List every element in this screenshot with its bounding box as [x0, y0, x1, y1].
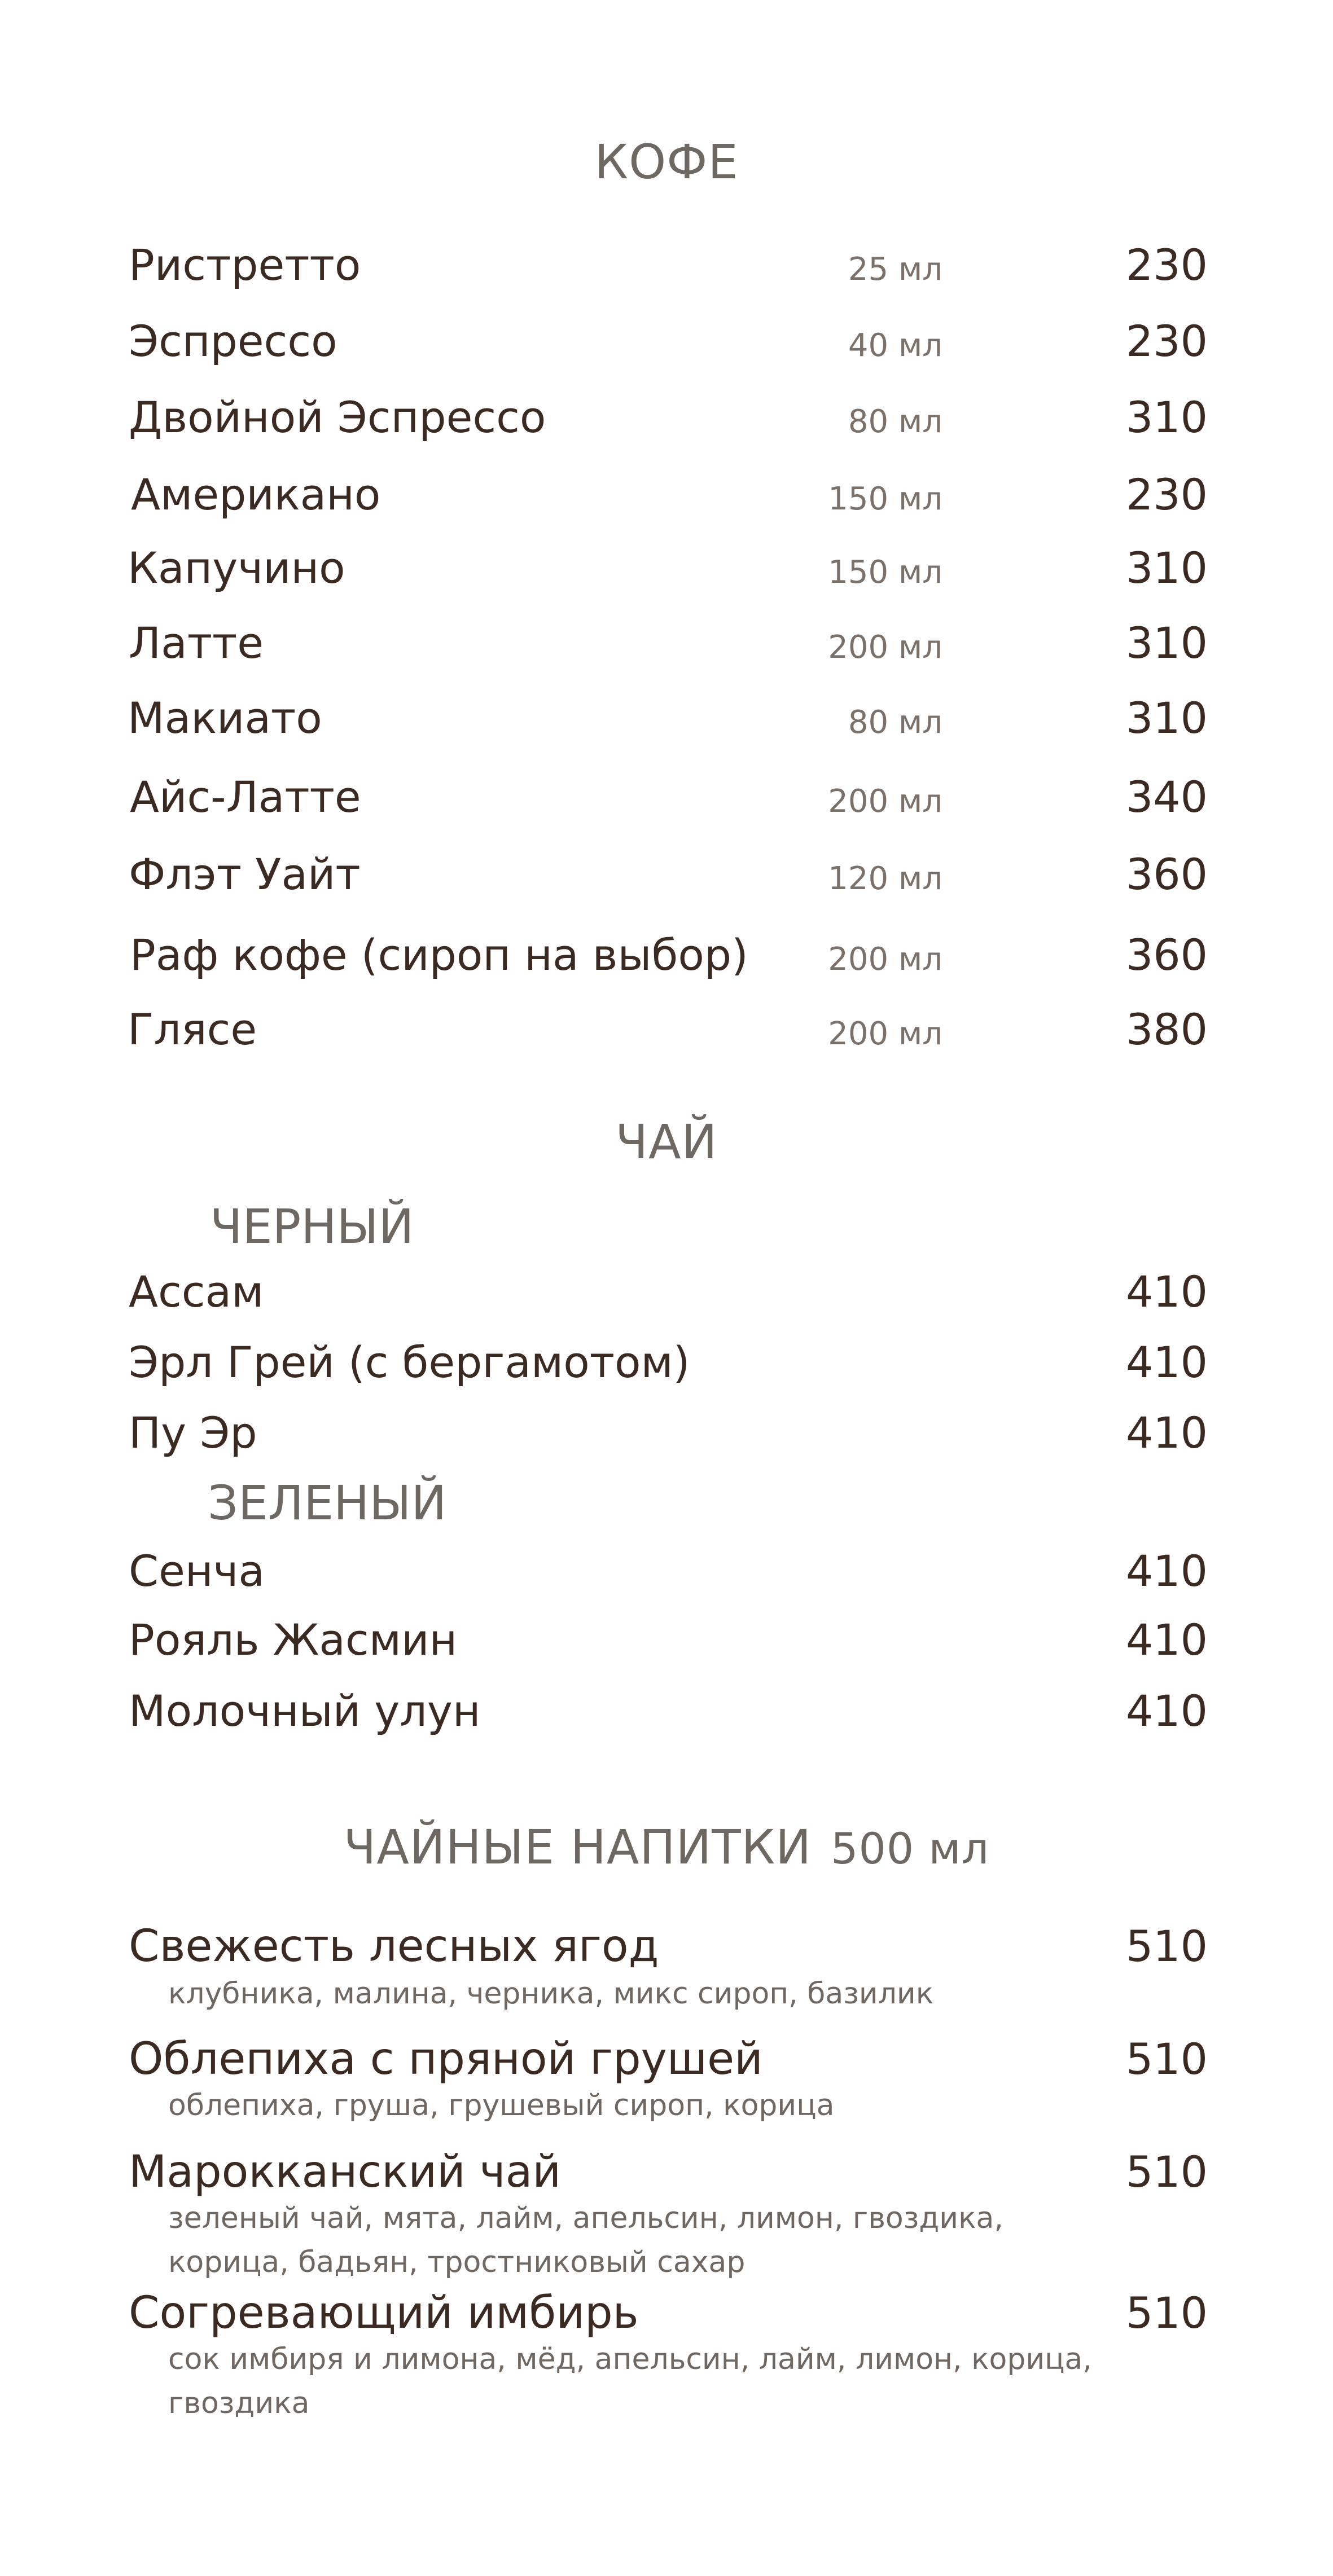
coffee-item-volume: 80 мл: [848, 403, 942, 440]
coffee-item-price: 360: [1125, 930, 1208, 980]
coffee-item-volume: 120 мл: [828, 860, 942, 897]
tea-drink-name: Облепиха с пряной грушей: [129, 2034, 763, 2085]
coffee-item-price: 340: [1125, 772, 1208, 822]
coffee-item-name: Раф кофе (сироп на выбор): [130, 930, 748, 980]
tea-drink-description: сок имбиря и лимона, мёд, апельсин, лайм, лимон, корица, гвоздика: [168, 2342, 1092, 2420]
coffee-item-name: Флэт Уайт: [129, 849, 361, 899]
tea-drink-price: 510: [1125, 2034, 1208, 2084]
tea-item-name: Ассам: [129, 1267, 264, 1317]
tea-item-name: Пу Эр: [129, 1408, 257, 1458]
tea-drink-description: зеленый чай, мята, лайм, апельсин, лимон, гвоздика, корица, бадьян, тростниковый сахар: [168, 2201, 1003, 2279]
tea-drink-name: Марокканский чай: [129, 2147, 562, 2197]
coffee-item-volume: 40 мл: [848, 327, 942, 364]
tea-item-price: 410: [1125, 1267, 1208, 1317]
tea-drink-price: 510: [1125, 2288, 1208, 2338]
tea-item-name: Эрл Грей (с бергамотом): [129, 1337, 690, 1387]
tea-drinks-volume: 500 мл: [831, 1823, 990, 1874]
coffee-item-volume: 150 мл: [828, 481, 942, 517]
tea-item-name: Молочный улун: [129, 1686, 481, 1736]
tea-item-price: 410: [1125, 1408, 1208, 1458]
tea-item-name: Рояль Жасмин: [129, 1615, 458, 1665]
coffee-item-name: Латте: [129, 618, 264, 668]
coffee-item-price: 230: [1125, 469, 1208, 520]
black-tea-subtitle: ЧЕРНЫЙ: [210, 1199, 414, 1254]
tea-drink-name: Свежесть лесных ягод: [129, 1921, 659, 1972]
coffee-item-name: Макиато: [128, 693, 322, 743]
coffee-item-name: Глясе: [128, 1004, 257, 1054]
coffee-item-name: Айс-Латте: [130, 772, 361, 822]
tea-item-price: 410: [1125, 1337, 1208, 1387]
coffee-item-price: 310: [1125, 392, 1208, 442]
tea-drink-name: Согревающий имбирь: [129, 2288, 639, 2338]
tea-drinks-title: ЧАЙНЫЕ НАПИТКИ: [343, 1819, 812, 1875]
tea-drink-description: облепиха, груша, грушевый сироп, корица: [168, 2089, 835, 2122]
coffee-item-name: Американо: [131, 469, 381, 520]
coffee-item-name: Ристретто: [129, 240, 361, 290]
coffee-item-price: 310: [1125, 618, 1208, 668]
coffee-item-volume: 80 мл: [848, 704, 942, 741]
tea-item-price: 410: [1125, 1546, 1208, 1596]
coffee-item-volume: 200 мл: [828, 1016, 942, 1052]
tea-drink-description: клубника, малина, черника, микс сироп, базилик: [168, 1977, 934, 2011]
tea-drink-price: 510: [1125, 1921, 1208, 1971]
coffee-item-volume: 200 мл: [828, 941, 942, 978]
coffee-item-price: 360: [1125, 849, 1208, 899]
coffee-item-volume: 200 мл: [828, 783, 942, 820]
coffee-item-name: Двойной Эспрессо: [129, 392, 546, 442]
coffee-item-name: Эспрессо: [129, 316, 337, 366]
tea-drink-price: 510: [1125, 2147, 1208, 2197]
coffee-item-volume: 200 мл: [828, 629, 942, 666]
tea-item-price: 410: [1125, 1686, 1208, 1736]
coffee-item-name: Капучино: [128, 543, 345, 593]
tea-item-name: Сенча: [129, 1546, 265, 1596]
tea-section-title: ЧАЙ: [615, 1114, 718, 1170]
coffee-section-title: КОФЕ: [594, 134, 739, 190]
coffee-item-price: 230: [1125, 316, 1208, 366]
tea-drinks-section-title: [344, 1819, 990, 1875]
coffee-item-price: 230: [1125, 240, 1208, 290]
green-tea-subtitle: ЗЕЛЕНЫЙ: [208, 1475, 447, 1531]
coffee-item-price: 310: [1125, 543, 1208, 593]
coffee-item-volume: 25 мл: [848, 251, 942, 288]
coffee-item-volume: 150 мл: [828, 554, 942, 591]
tea-item-price: 410: [1125, 1615, 1208, 1665]
coffee-item-price: 380: [1125, 1004, 1208, 1054]
coffee-item-price: 310: [1125, 693, 1208, 743]
